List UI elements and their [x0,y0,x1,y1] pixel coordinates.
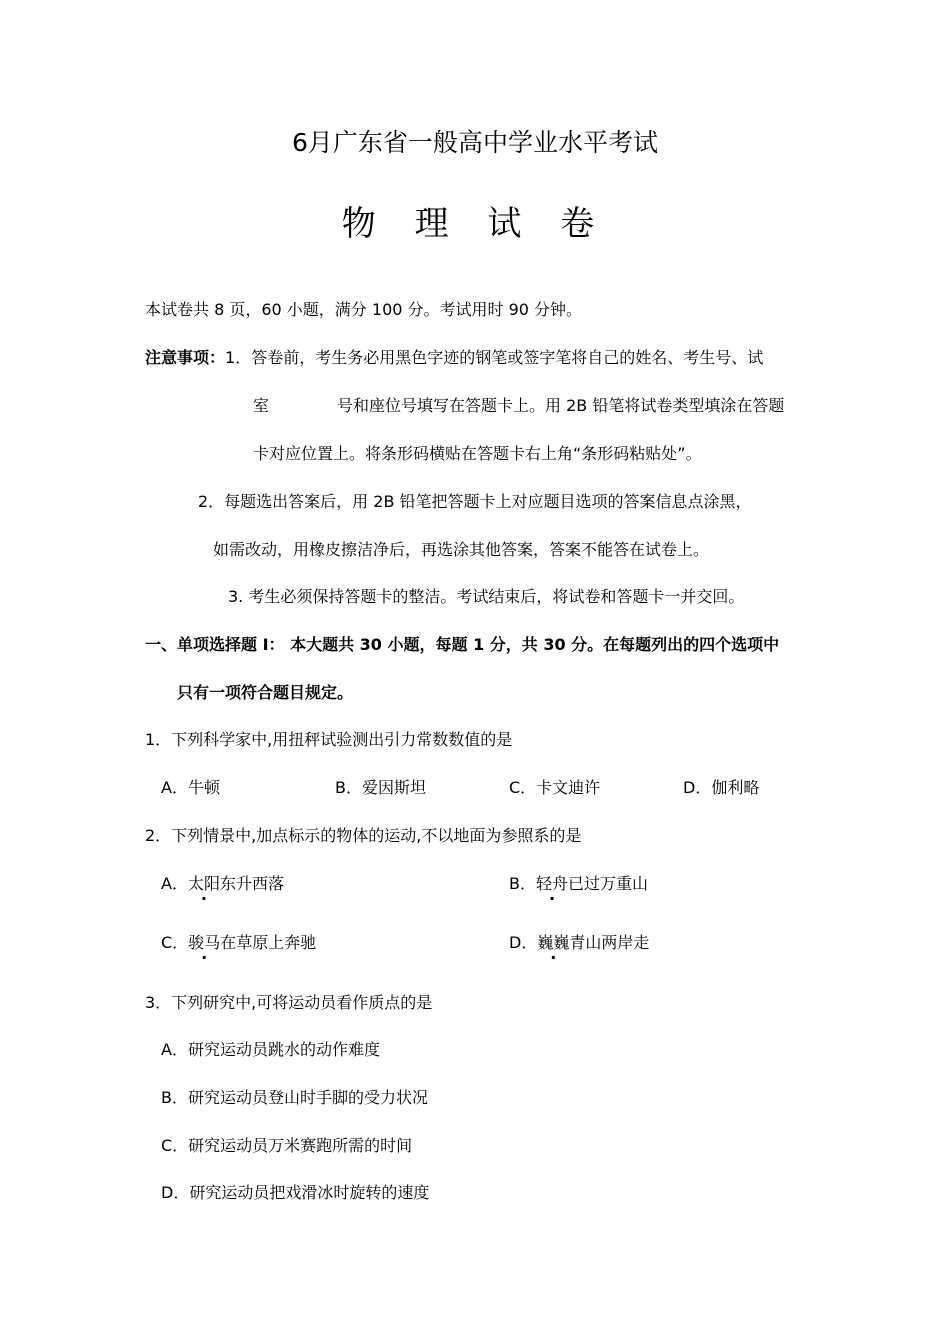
intro-text: 本试卷共 8 页，60 小题，满分 100 分。考试用时 90 分钟。 [145,300,583,319]
q1-stem: 1．下列科学家中,用扭秤试验测出引力常数数值的是 [145,730,513,749]
q1-option-d: D．伽利略 [683,778,760,797]
notice-item1-line2a: 室 [253,396,270,415]
q2-c-rest: 在草原上奔驰 [220,933,317,952]
notice-line-1 [145,348,763,368]
exam-title: 6月广东省一般高中学业水平考试 [292,128,658,157]
q2-d-prefix: D． [509,933,538,952]
exam-subtitle: 物 理 试 卷 [341,204,609,244]
q1-option-c: C．卡文迪许 [509,778,601,797]
q2-b-prefix: B． [509,874,536,893]
q2-c-dotted: 骏马 [188,933,221,952]
q2-option-b [509,874,648,894]
notice-item1-line3: 卡对应位置上。将条形码横贴在答题卡右上角“条形码粘贴处”。 [253,444,702,463]
section1-heading-line1: 一、单项选择题 I： 本大题共 30 小题，每题 1 分，共 30 分。在每题列出的四个选项中 [145,635,780,654]
notice-item2-line2: 如需改动，用橡皮擦洁净后，再选涂其他答案，答案不能答在试卷上。 [213,540,710,559]
q3-option-d: D．研究运动员把戏滑冰时旋转的速度 [161,1183,430,1202]
q3-option-b: B．研究运动员登山时手脚的受力状况 [161,1088,428,1107]
q2-option-c [161,933,316,953]
q2-b-dotted: 轻舟 [535,874,568,893]
q2-d-rest: 青山两岸走 [569,933,650,952]
notice-item3: 3. 考生必须保持答题卡的整洁。考试结束后，将试卷和答题卡一并交回。 [228,587,745,606]
q2-a-rest: 东升西落 [219,874,284,893]
q2-c-prefix: C． [161,933,189,952]
q2-a-prefix: A． [161,874,188,893]
q2-option-d [509,933,649,953]
notice-item1-line1: 1．答卷前，考生务必用黑色字迹的钢笔或签字笔将自己的姓名、考生号、试 [225,348,764,367]
notice-label: 注意事项： [145,348,226,367]
q2-b-rest: 已过万重山 [568,874,649,893]
q1-option-b: B．爱因斯坦 [335,778,426,797]
q1-option-a: A．牛顿 [161,778,220,797]
q3-option-c: C．研究运动员万米赛跑所需的时间 [161,1136,413,1155]
q2-a-dotted: 太阳 [187,874,220,893]
q3-stem: 3．下列研究中,可将运动员看作质点的是 [145,993,433,1012]
q2-stem: 2．下列情景中,加点标示的物体的运动,不以地面为参照系的是 [145,826,582,845]
notice-item1-line2b: 号和座位号填写在答题卡上。用 2B 铅笔将试卷类型填涂在答题 [337,396,785,415]
section1-heading-line2: 只有一项符合题目规定。 [177,683,354,702]
notice-item2-line1: 2．每题选出答案后，用 2B 铅笔把答题卡上对应题目选项的答案信息点涂黑， [198,492,752,511]
q2-option-a [161,874,284,894]
q3-option-a: A．研究运动员跳水的动作难度 [161,1040,380,1059]
q2-d-dotted: 巍巍 [537,933,570,952]
